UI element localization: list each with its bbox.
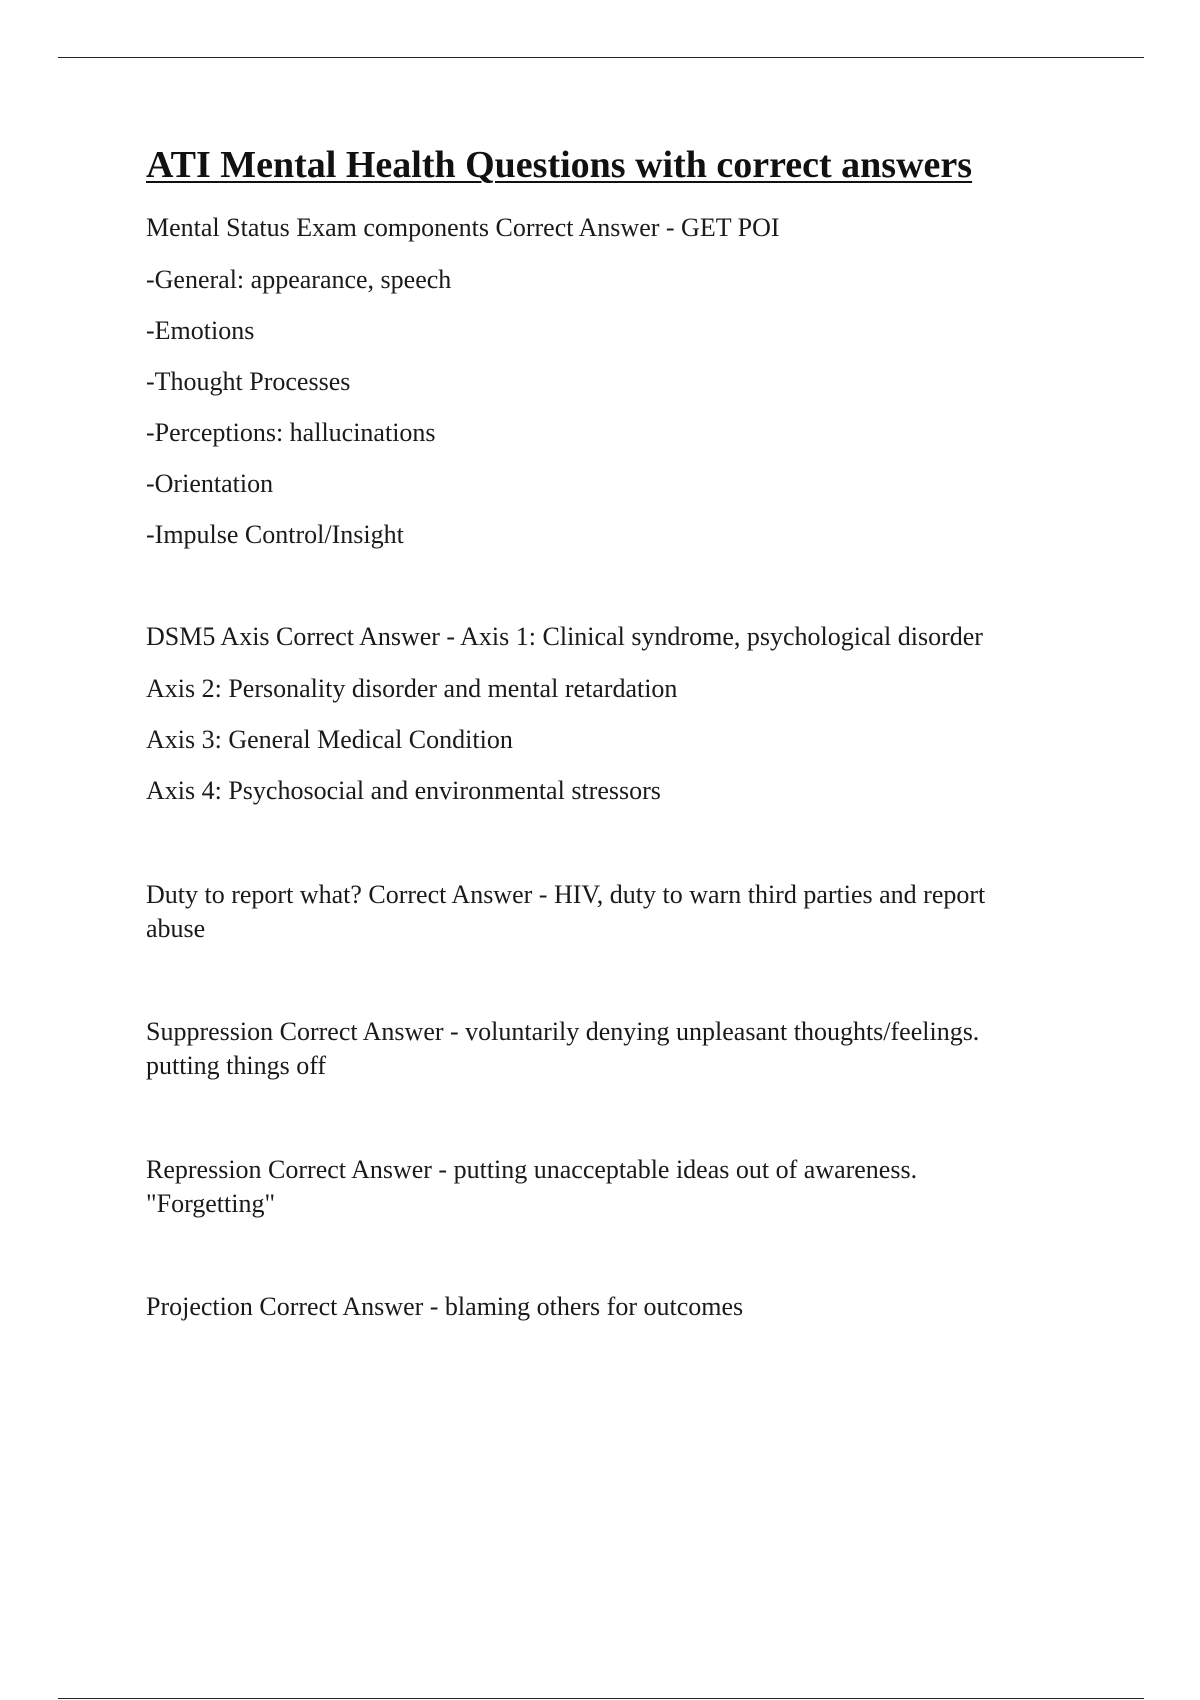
repression-question: Repression Correct Answer - putting unacceptable ideas out of awareness. bbox=[146, 1155, 918, 1184]
mse-item: -Emotions bbox=[146, 316, 255, 345]
mse-item: -Orientation bbox=[146, 469, 274, 498]
bottom-divider bbox=[58, 1698, 1144, 1699]
repression-answer-continued: "Forgetting" bbox=[146, 1189, 276, 1218]
dsm-item: Axis 4: Psychosocial and environmental stressors bbox=[146, 776, 661, 805]
suppression-answer-continued: putting things off bbox=[146, 1051, 327, 1080]
mse-item: -Impulse Control/Insight bbox=[146, 520, 404, 549]
duty-question: Duty to report what? Correct Answer - HIV, duty to warn third parties and report bbox=[146, 880, 986, 909]
projection-question: Projection Correct Answer - blaming others for outcomes bbox=[146, 1292, 744, 1321]
suppression-question: Suppression Correct Answer - voluntarily denying unpleasant thoughts/feelings. bbox=[146, 1017, 980, 1046]
page-title: ATI Mental Health Questions with correct answers bbox=[146, 144, 973, 186]
mse-question: Mental Status Exam components Correct Answer - GET POI bbox=[146, 213, 780, 242]
dsm-question: DSM5 Axis Correct Answer - Axis 1: Clinical syndrome, psychological disorder bbox=[146, 622, 983, 651]
top-divider bbox=[58, 57, 1144, 58]
dsm-item: Axis 2: Personality disorder and mental retardation bbox=[146, 674, 678, 703]
mse-item: -Thought Processes bbox=[146, 367, 351, 396]
mse-item: -General: appearance, speech bbox=[146, 265, 452, 294]
duty-answer-continued: abuse bbox=[146, 914, 206, 943]
dsm-item: Axis 3: General Medical Condition bbox=[146, 725, 513, 754]
mse-item: -Perceptions: hallucinations bbox=[146, 418, 436, 447]
